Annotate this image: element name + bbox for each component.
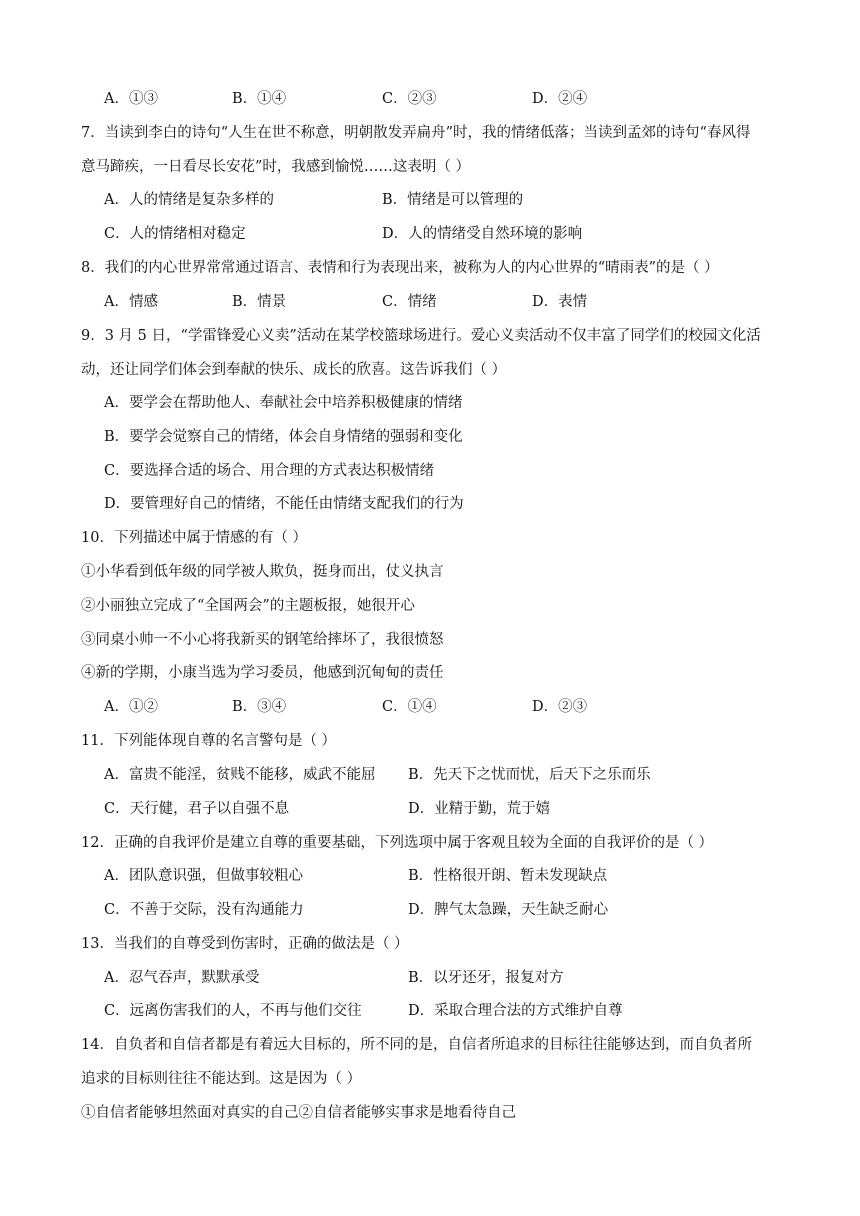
q7-stem-line2: 意马蹄疾，一日看尽长安花”时，我感到愉悦……这表明（ ） <box>81 159 471 175</box>
q7-option-a: A．人的情绪是复杂多样的 <box>104 192 274 208</box>
q14-items-line: ①自信者能够坦然面对真实的自己②自信者能够实事求是地看待自己 <box>81 1105 516 1121</box>
q13-option-d: D．采取合理合法的方式维护自尊 <box>408 1003 623 1019</box>
q9-option-a: A．要学会在帮助他人、奉献社会中培养积极健康的情绪 <box>104 395 463 411</box>
q13-option-b: B．以牙还牙，报复对方 <box>408 970 564 986</box>
q10-option-a: A．①② <box>104 699 158 715</box>
q13-option-a: A．忍气吞声，默默承受 <box>104 970 260 986</box>
q11-option-d: D．业精于勤，荒于嬉 <box>408 801 551 817</box>
q10-item-4: ④新的学期，小康当选为学习委员，他感到沉甸甸的责任 <box>81 665 444 681</box>
q10-item-2: ②小丽独立完成了“全国两会”的主题板报，她很开心 <box>81 598 415 614</box>
q10-item-3: ③同桌小帅一不小心将我新买的钢笔给摔坏了，我很愤怒 <box>81 632 444 648</box>
q6-option-c: C．②③ <box>382 91 437 107</box>
q14-stem-line1: 14．自负者和自信者都是有着远大目标的，所不同的是，自信者所追求的目标往往能够达到，而自负者所 <box>81 1037 752 1053</box>
q8-option-a: A．情感 <box>104 294 158 310</box>
q8-option-c: C．情绪 <box>382 294 437 310</box>
q7-option-d: D．人的情绪受自然环境的影响 <box>382 226 583 242</box>
q11-option-b: B．先天下之忧而忧，后天下之乐而乐 <box>408 767 651 783</box>
q6-option-a: A．①③ <box>104 91 158 107</box>
q7-option-b: B．情绪是可以管理的 <box>382 192 524 208</box>
q10-option-d: D．②③ <box>532 699 588 715</box>
q11-stem-line1: 11．下列能体现自尊的名言警句是（ ） <box>81 733 337 749</box>
q11-option-c: C．天行健，君子以自强不息 <box>104 801 290 817</box>
q9-option-c: C．要选择合适的场合、用合理的方式表达积极情绪 <box>104 463 435 479</box>
q10-item-1: ①小华看到低年级的同学被人欺负，挺身而出，仗义执言 <box>81 564 444 580</box>
q10-stem-line1: 10．下列描述中属于情感的有（ ） <box>81 530 308 546</box>
q12-option-c: C．不善于交际，没有沟通能力 <box>104 902 304 918</box>
q12-stem-line1: 12．正确的自我评价是建立自尊的重要基础，下列选项中属于客观且较为全面的自我评价的是（ ） <box>81 835 714 851</box>
q8-stem-line1: 8．我们的内心世界常常通过语言、表情和行为表现出来，被称为人的内心世界的“晴雨表”的是（ ） <box>81 260 719 276</box>
q9-stem-line1: 9．3 月 5 日，“学雷锋爱心义卖”活动在某学校篮球场进行。爱心义卖活动不仅丰富了同学们的校园文化活 <box>81 328 761 344</box>
q10-option-c: C．①④ <box>382 699 437 715</box>
q8-option-b: B．情景 <box>232 294 287 310</box>
q9-stem-line2: 动，还让同学们体会到奉献的快乐、成长的欣喜。这告诉我们（ ） <box>81 362 507 378</box>
q10-option-b: B．③④ <box>232 699 287 715</box>
q12-option-b: B．性格很开朗、暂未发现缺点 <box>408 868 608 884</box>
q11-option-a: A．富贵不能淫，贫贱不能移，威武不能屈 <box>104 767 376 783</box>
q6-option-b: B．①④ <box>232 91 287 107</box>
q7-option-c: C．人的情绪相对稳定 <box>104 226 246 242</box>
q8-option-d: D．表情 <box>532 294 588 310</box>
q7-stem-line1: 7．当读到李白的诗句“人生在世不称意，明朝散发弄扁舟”时，我的情绪低落；当读到孟郊的诗句“春风得 <box>81 125 751 141</box>
q12-option-d: D．脾气太急躁，天生缺乏耐心 <box>408 902 609 918</box>
q12-option-a: A．团队意识强，但做事较粗心 <box>104 868 303 884</box>
q13-option-c: C．远离伤害我们的人，不再与他们交往 <box>104 1003 362 1019</box>
q9-option-d: D．要管理好自己的情绪，不能任由情绪支配我们的行为 <box>104 496 464 512</box>
q9-option-b: B．要学会觉察自己的情绪，体会自身情绪的强弱和变化 <box>104 429 463 445</box>
q6-option-d: D．②④ <box>532 91 588 107</box>
q14-stem-line2: 追求的目标则往往不能达到。这是因为（ ） <box>81 1071 362 1087</box>
q13-stem-line1: 13．当我们的自尊受到伤害时，正确的做法是（ ） <box>81 936 409 952</box>
